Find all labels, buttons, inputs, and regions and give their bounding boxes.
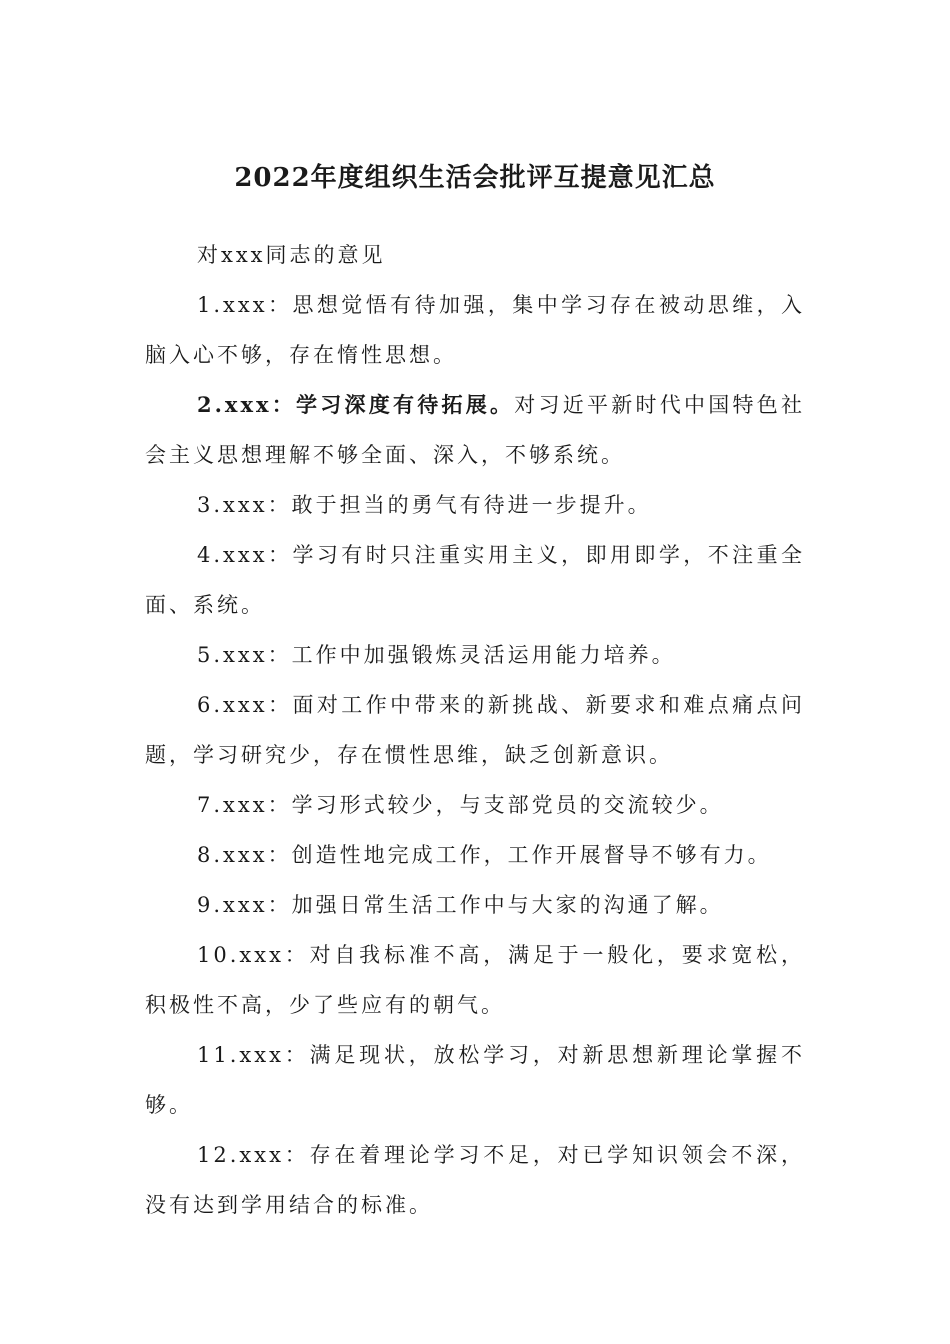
document-body	[145, 230, 805, 1230]
opinion-item-2	[145, 380, 805, 480]
opinion-item-7	[145, 780, 805, 830]
opinion-item-4	[145, 530, 805, 630]
item-prefix: 11.xxx：	[197, 1043, 310, 1067]
item-prefix: 12.xxx：	[197, 1143, 310, 1167]
opinion-item-12	[145, 1130, 805, 1230]
item-text: 面对工作中带来的新挑战、新要求和难点痛点问题，学习研究少，存在惯性思维，缺乏创新意识。	[145, 693, 806, 767]
item-prefix: 8.xxx：	[197, 843, 292, 867]
item-text: 工作中加强锻炼灵活运用能力培养。	[291, 643, 676, 667]
item-text: 对习近平新时代中国特色社会主义思想理解不够全面、深入，不够系统。	[145, 393, 806, 467]
item-prefix: 7.xxx：	[197, 793, 292, 817]
opinion-item-11	[145, 1030, 805, 1130]
section-heading: 对xxx同志的意见	[197, 243, 386, 267]
item-prefix: 4.xxx：	[197, 543, 293, 567]
item-lead: 学习深度有待拓展。	[295, 392, 515, 417]
item-text: 学习形式较少，与支部党员的交流较少。	[291, 793, 724, 817]
opinion-item-8	[145, 830, 805, 880]
item-text: 学习有时只注重实用主义，即用即学，不注重全面、系统。	[145, 543, 806, 617]
opinion-item-9	[145, 880, 805, 930]
opinion-item-10	[145, 930, 805, 1030]
opinion-item-3	[145, 480, 805, 530]
opinion-item-6	[145, 680, 805, 780]
item-prefix: 3.xxx：	[197, 493, 292, 517]
item-text: 满足现状，放松学习，对新思想新理论掌握不够。	[145, 1043, 805, 1117]
item-text: 思想觉悟有待加强，集中学习存在被动思维，入脑入心不够，存在惰性思想。	[145, 293, 806, 367]
opinion-item-5	[145, 630, 805, 680]
item-text: 存在着理论学习不足，对已学知识领会不深，没有达到学用结合的标准。	[145, 1143, 805, 1217]
item-text: 对自我标准不高，满足于一般化，要求宽松，积极性不高，少了些应有的朝气。	[145, 943, 805, 1017]
opinion-item-1	[145, 280, 805, 380]
item-prefix: 10.xxx：	[197, 943, 310, 967]
item-prefix: 9.xxx：	[197, 893, 292, 917]
item-text: 创造性地完成工作，工作开展督导不够有力。	[291, 843, 772, 867]
item-text: 敢于担当的勇气有待进一步提升。	[291, 493, 652, 517]
item-prefix: 5.xxx：	[197, 643, 292, 667]
item-prefix: 2.xxx：	[197, 392, 296, 417]
document-title: 2022年度组织生活会批评互提意见汇总	[234, 163, 716, 193]
item-text: 加强日常生活工作中与大家的沟通了解。	[291, 893, 724, 917]
item-prefix: 1.xxx：	[197, 293, 293, 317]
item-prefix: 6.xxx：	[197, 693, 293, 717]
